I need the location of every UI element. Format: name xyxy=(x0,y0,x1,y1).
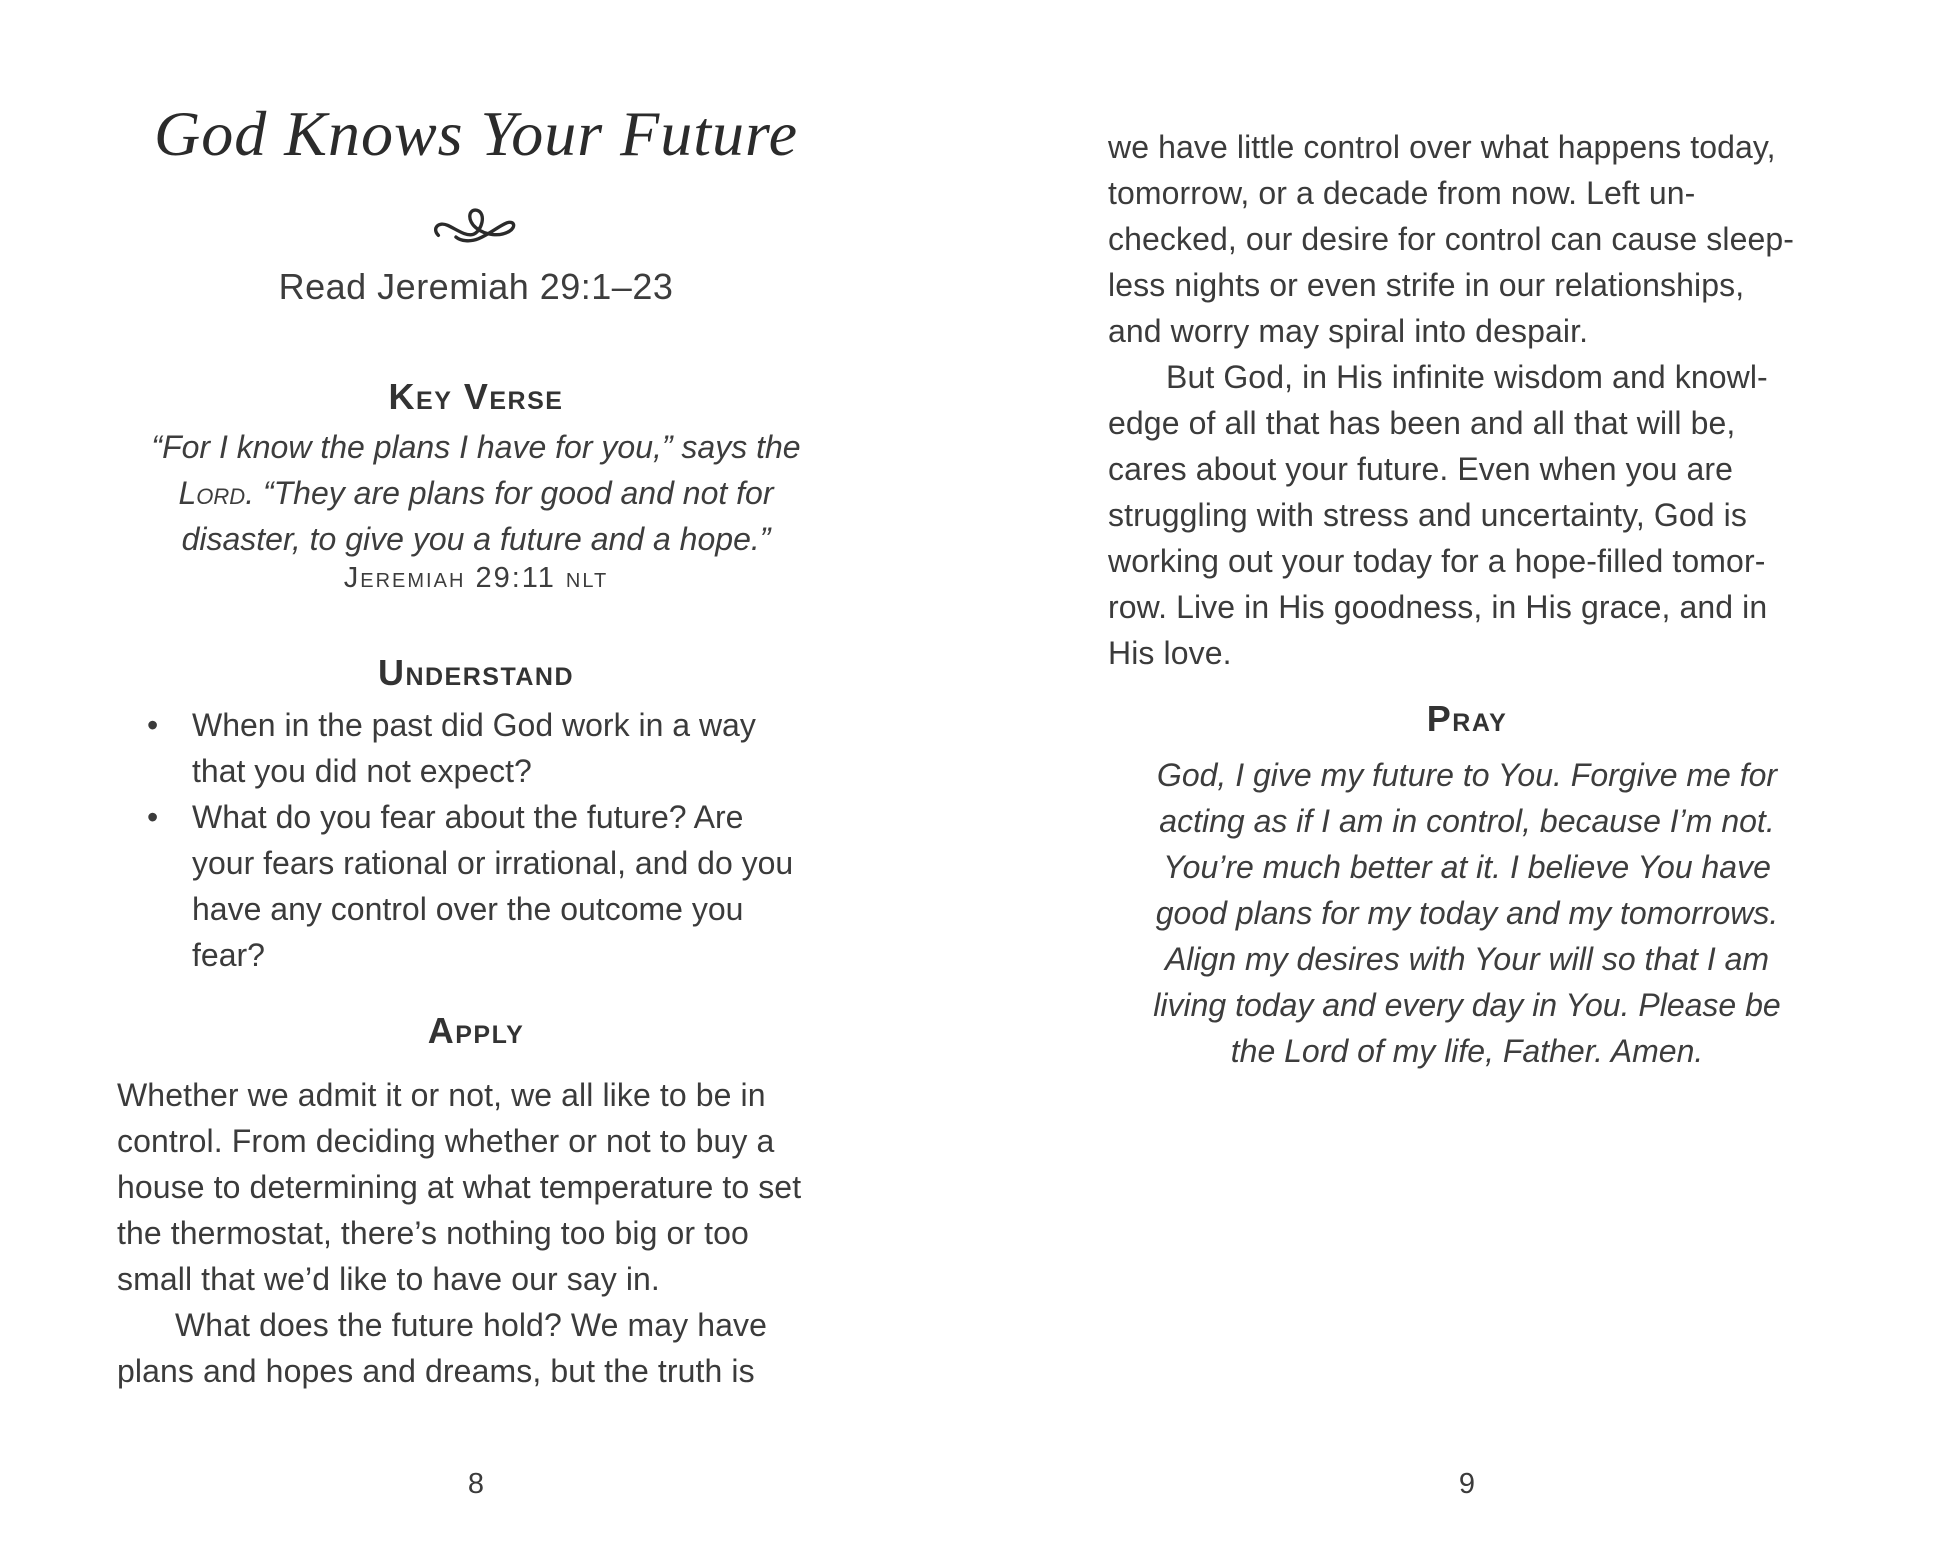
prayer-line: acting as if I am in control, because I’m not. xyxy=(1159,803,1775,839)
bullet-item xyxy=(117,794,835,978)
understand-heading: Understand xyxy=(377,652,575,693)
bullet-line: that you did not expect? xyxy=(192,753,532,789)
body-line: working out your today for a hope-filled tomor- xyxy=(1108,543,1766,579)
body-paragraph xyxy=(1108,124,1826,354)
bullet-line: your fears rational or irrational, and do you xyxy=(192,845,794,881)
reading-reference: Read Jeremiah 29:1–23 xyxy=(278,266,674,307)
verse-attribution: Jeremiah 29:11 nlt xyxy=(343,562,609,594)
body-paragraph xyxy=(117,1302,835,1394)
ornament-flourish-icon xyxy=(117,203,835,256)
key-verse-heading: Key Verse xyxy=(388,376,564,417)
body-line: less nights or even strife in our relationships, xyxy=(1108,267,1745,303)
pray-heading: Pray xyxy=(1426,698,1508,739)
prayer-line: the Lord of my life, Father. Amen. xyxy=(1230,1033,1704,1069)
body-line: But God, in His infinite wisdom and knowl- xyxy=(1166,359,1768,395)
key-verse-text xyxy=(117,424,835,562)
body-line: struggling with stress and uncertainty, God is xyxy=(1108,497,1747,533)
body-line: edge of all that has been and all that will be, xyxy=(1108,405,1736,441)
body-line: house to determining at what temperature to set xyxy=(117,1169,802,1205)
bullet-line: fear? xyxy=(192,937,265,973)
prayer-line: You’re much better at it. I believe You have xyxy=(1163,849,1771,885)
body-line: row. Live in His goodness, in His grace, and in xyxy=(1108,589,1768,625)
bullet-line: When in the past did God work in a way xyxy=(192,707,756,743)
understand-questions xyxy=(117,702,835,978)
apply-body-continued xyxy=(1108,124,1826,676)
body-line: His love. xyxy=(1108,635,1232,671)
body-line: plans and hopes and dreams, but the truth is xyxy=(117,1353,755,1389)
page-title: God Knows Your Future xyxy=(154,98,798,169)
body-line: the thermostat, there’s nothing too big or too xyxy=(117,1215,749,1251)
apply-heading: Apply xyxy=(427,1010,525,1051)
body-line: small that we’d like to have our say in. xyxy=(117,1261,660,1297)
bullet-line: have any control over the outcome you xyxy=(192,891,744,927)
prayer-line: Align my desires with Your will so that I am xyxy=(1164,941,1770,977)
prayer-line: living today and every day in You. Please be xyxy=(1153,987,1781,1023)
apply-body xyxy=(117,1072,835,1394)
page-number-left: 8 xyxy=(467,1468,485,1500)
prayer-line: good plans for my today and my tomorrows. xyxy=(1155,895,1779,931)
body-line: we have little control over what happens today, xyxy=(1108,129,1776,165)
body-line: tomorrow, or a decade from now. Left un- xyxy=(1108,175,1696,211)
verse-segment: “For I know the plans I have for you,” says the xyxy=(151,429,801,465)
verse-line xyxy=(117,424,835,470)
body-paragraph xyxy=(1108,354,1826,676)
body-line: cares about your future. Even when you are xyxy=(1108,451,1734,487)
page-number-right: 9 xyxy=(1458,1468,1476,1500)
prayer-text xyxy=(1108,752,1826,1074)
verse-segment: disaster, to give you a future and a hope.” xyxy=(181,521,771,557)
body-line: checked, our desire for control can cause sleep- xyxy=(1108,221,1795,257)
body-line: and worry may spiral into despair. xyxy=(1108,313,1589,349)
bullet-line: What do you fear about the future? Are xyxy=(192,799,744,835)
bullet-dot-icon: • xyxy=(147,799,159,835)
small-caps-word: Lord xyxy=(178,475,246,511)
body-line: What does the future hold? We may have xyxy=(175,1307,767,1343)
bullet-item xyxy=(117,702,835,794)
body-line: Whether we admit it or not, we all like to be in xyxy=(117,1077,766,1113)
verse-line xyxy=(117,516,835,562)
verse-line xyxy=(117,470,835,516)
verse-segment: . “They are plans for good and not for xyxy=(245,475,774,511)
bullet-dot-icon: • xyxy=(147,707,159,743)
body-line: control. From deciding whether or not to buy a xyxy=(117,1123,775,1159)
body-paragraph xyxy=(117,1072,835,1302)
prayer-line: God, I give my future to You. Forgive me for xyxy=(1156,757,1778,793)
